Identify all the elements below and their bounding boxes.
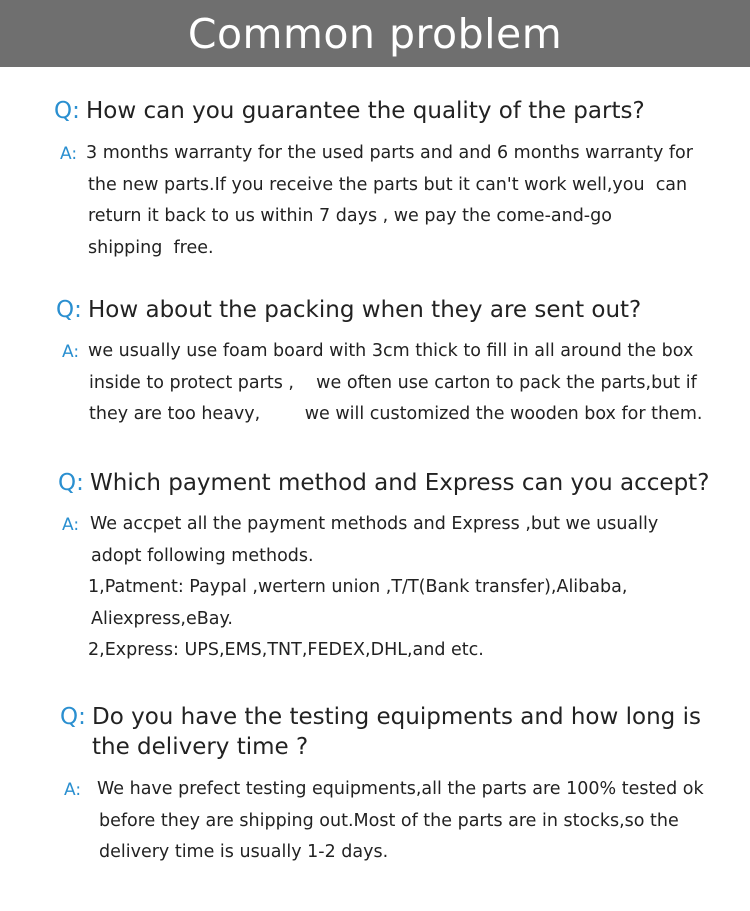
answer-text — [88, 509, 658, 667]
answer-text — [88, 336, 702, 431]
question-text — [86, 98, 645, 128]
answer-line: 2,Express: UPS,EMS,TNT,FEDEX,DHL,and etc. — [88, 640, 484, 661]
answer-mark-label: A: — [62, 342, 80, 362]
question-mark-label: Q: — [54, 98, 80, 124]
answer-line: before they are shipping out.Most of the parts are in stocks,so the — [99, 810, 679, 831]
answer-line: return it back to us within 7 days , we pay the come-and-go — [88, 206, 612, 227]
answer-mark-label: A: — [64, 780, 82, 800]
question-line: Which payment method and Express can you accept? — [90, 470, 710, 496]
question-line: Do you have the testing equipments and how long is — [92, 704, 701, 730]
answer-mark-label: A: — [60, 144, 78, 164]
question-text — [88, 297, 641, 327]
faq-item-1 — [0, 98, 750, 268]
faq-item-3 — [0, 470, 750, 670]
question-mark-label: Q: — [58, 470, 84, 496]
question-line: How can you guarantee the quality of the parts? — [86, 98, 645, 124]
answer-line: they are too heavy, we will customized the wooden box for them. — [89, 404, 703, 425]
question-mark-label: Q: — [56, 297, 82, 323]
answer-line: We have prefect testing equipments,all the parts are 100% tested ok — [97, 779, 704, 799]
faq-item-4 — [0, 704, 750, 874]
question-text — [90, 470, 709, 500]
answer-line: inside to protect parts , we often use carton to pack the parts,but if — [89, 372, 697, 393]
answer-text — [86, 138, 693, 264]
answer-line: We accpet all the payment methods and Express ,but we usually — [90, 514, 659, 534]
answer-line: adopt following methods. — [91, 545, 314, 566]
answer-line: we usually use foam board with 3cm thick to fill in all around the box — [88, 341, 694, 361]
question-line: How about the packing when they are sent out? — [88, 297, 642, 323]
answer-text — [97, 774, 704, 869]
answer-line: shipping free. — [88, 237, 214, 258]
answer-line: 1,Patment: Paypal ,wertern union ,T/T(Bank transfer),Alibaba, — [88, 577, 628, 598]
answer-line: delivery time is usually 1-2 days. — [99, 842, 389, 863]
answer-line: the new parts.If you receive the parts but it can't work well,you can — [88, 174, 688, 195]
header-bar — [0, 0, 750, 67]
question-text — [92, 704, 701, 764]
faq-item-2 — [0, 297, 750, 437]
page-title: Common problem — [187, 9, 563, 58]
answer-line: Aliexpress,eBay. — [91, 608, 233, 629]
answer-mark-label: A: — [62, 515, 80, 535]
question-line: the delivery time ? — [92, 734, 309, 760]
answer-line: 3 months warranty for the used parts and and 6 months warranty for — [86, 143, 693, 163]
question-mark-label: Q: — [60, 704, 86, 730]
